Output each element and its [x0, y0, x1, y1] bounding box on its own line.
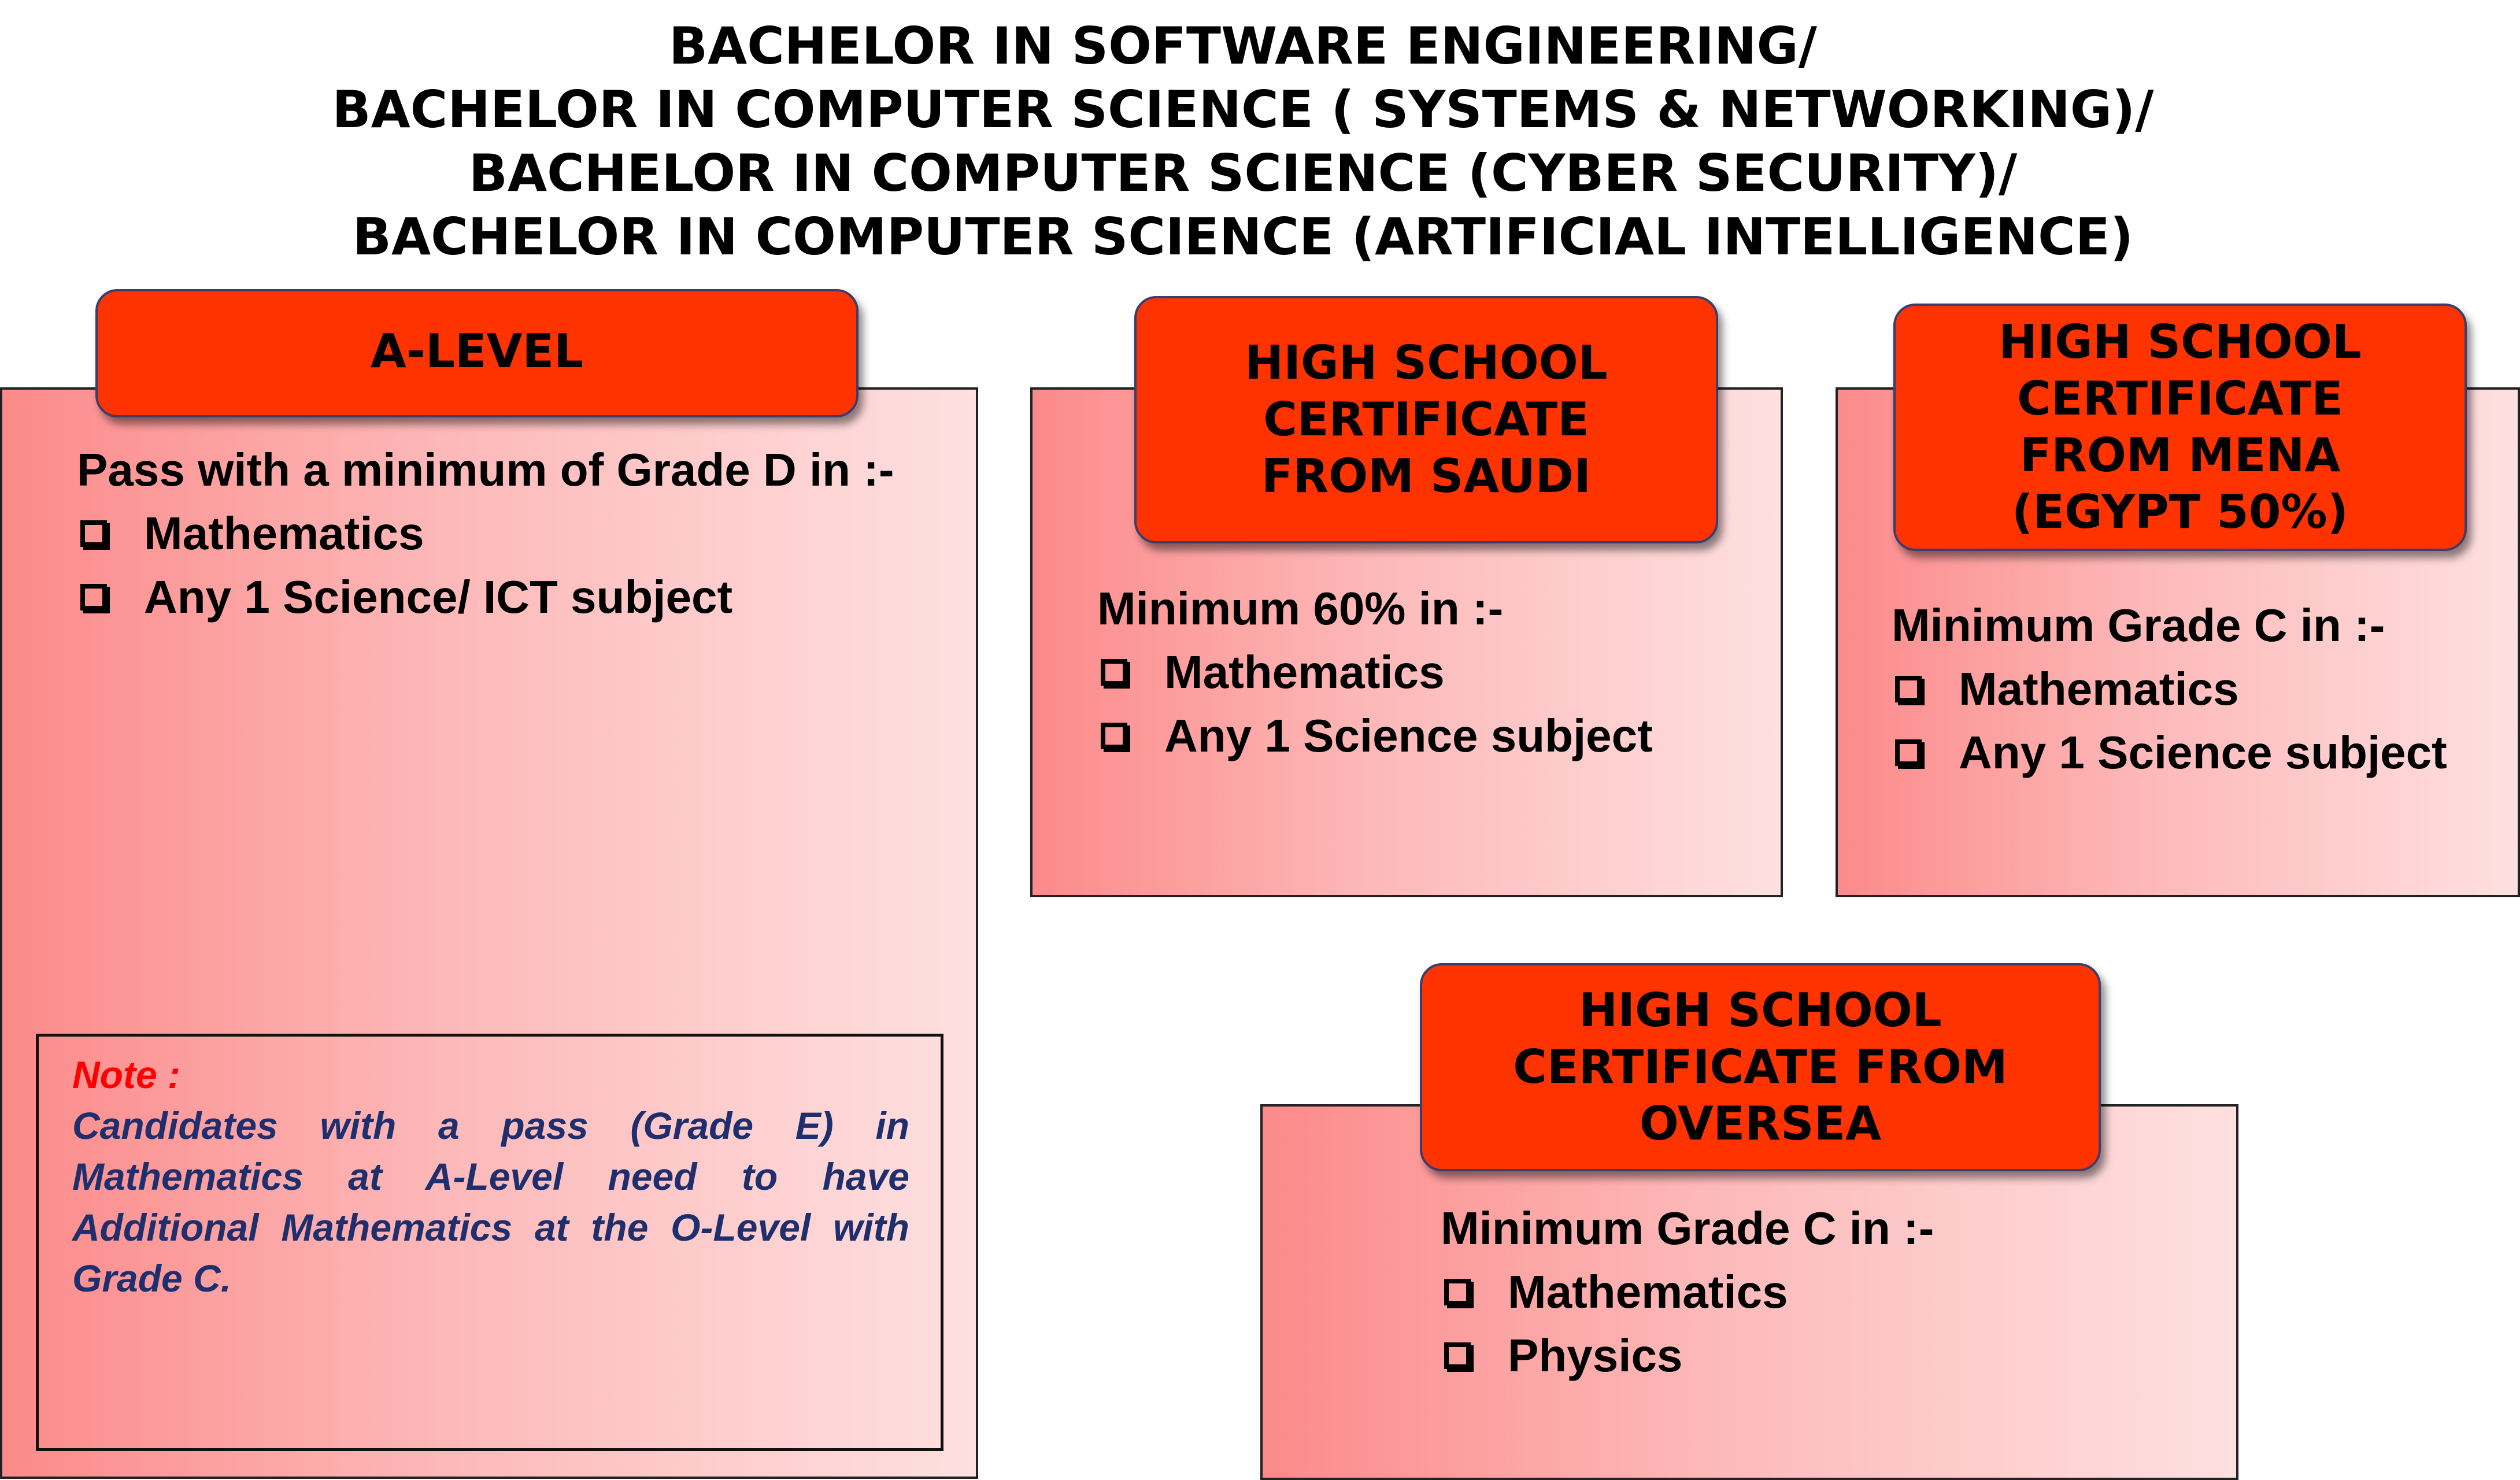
note-label: Note :: [72, 1053, 180, 1096]
title-line: BACHELOR IN COMPUTER SCIENCE (CYBER SECURITY)/: [468, 143, 2018, 203]
checkbox-bullet-icon: [80, 584, 107, 610]
mena-header-label: HIGH SCHOOL CERTIFICATE FROM MENA (EGYPT 50%): [1999, 315, 2362, 539]
page-title: [0, 14, 2486, 269]
list-item: [77, 502, 894, 565]
list-item-label: Any 1 Science subject: [1164, 710, 1653, 761]
list-item: [1892, 657, 2447, 721]
list-item-label: Any 1 Science/ ICT subject: [144, 571, 733, 623]
checkbox-bullet-icon: [1444, 1279, 1471, 1305]
oversea-requirements: [1441, 1197, 1934, 1388]
alevel-note: [36, 1034, 943, 1451]
checkbox-bullet-icon: [1895, 676, 1922, 702]
list-item-label: Mathematics: [1959, 663, 2239, 715]
saudi-header: [1134, 296, 1718, 543]
list-item-label: Any 1 Science subject: [1959, 727, 2447, 778]
saudi-intro: Minimum 60% in :-: [1097, 583, 1504, 634]
list-item: [1892, 721, 2447, 785]
oversea-header-label: HIGH SCHOOL CERTIFICATE FROM OVERSEA: [1513, 983, 2008, 1150]
alevel-intro: Pass with a minimum of Grade D in :-: [77, 444, 894, 495]
list-item-label: Physics: [1508, 1330, 1683, 1381]
title-line: BACHELOR IN COMPUTER SCIENCE (ARTIFICIAL INTELLIGENCE): [352, 207, 2134, 267]
checkbox-bullet-icon: [1444, 1342, 1471, 1369]
note-text: Candidates with a pass (Grade E) in Mathematics at A-Level need to have Additional Mathematics at the O-Level with Grade C.: [72, 1104, 909, 1300]
oversea-intro: Minimum Grade C in :-: [1441, 1202, 1934, 1254]
checkbox-bullet-icon: [80, 520, 107, 547]
title-line: BACHELOR IN COMPUTER SCIENCE ( SYSTEMS & NETWORKING)/: [332, 80, 2154, 139]
list-item-label: Mathematics: [1508, 1266, 1788, 1318]
oversea-header: [1420, 963, 2101, 1171]
mena-header: [1893, 304, 2467, 551]
checkbox-bullet-icon: [1101, 659, 1127, 686]
list-item: [1097, 704, 1653, 768]
list-item: [1441, 1260, 1934, 1324]
saudi-requirements: [1097, 577, 1653, 768]
mena-requirements: [1892, 594, 2447, 785]
alevel-requirements: [77, 438, 894, 629]
mena-intro: Minimum Grade C in :-: [1892, 600, 2385, 651]
alevel-header: [95, 289, 858, 417]
checkbox-bullet-icon: [1101, 723, 1127, 749]
list-item: [77, 565, 894, 629]
list-item: [1441, 1324, 1934, 1388]
list-item-label: Mathematics: [144, 508, 424, 559]
list-item: [1097, 641, 1653, 704]
checkbox-bullet-icon: [1895, 739, 1922, 766]
list-item-label: Mathematics: [1164, 646, 1445, 698]
alevel-header-label: A-LEVEL: [370, 324, 584, 378]
title-line: BACHELOR IN SOFTWARE ENGINEERING/: [669, 16, 1817, 76]
saudi-header-label: HIGH SCHOOL CERTIFICATE FROM SAUDI: [1245, 336, 1608, 503]
